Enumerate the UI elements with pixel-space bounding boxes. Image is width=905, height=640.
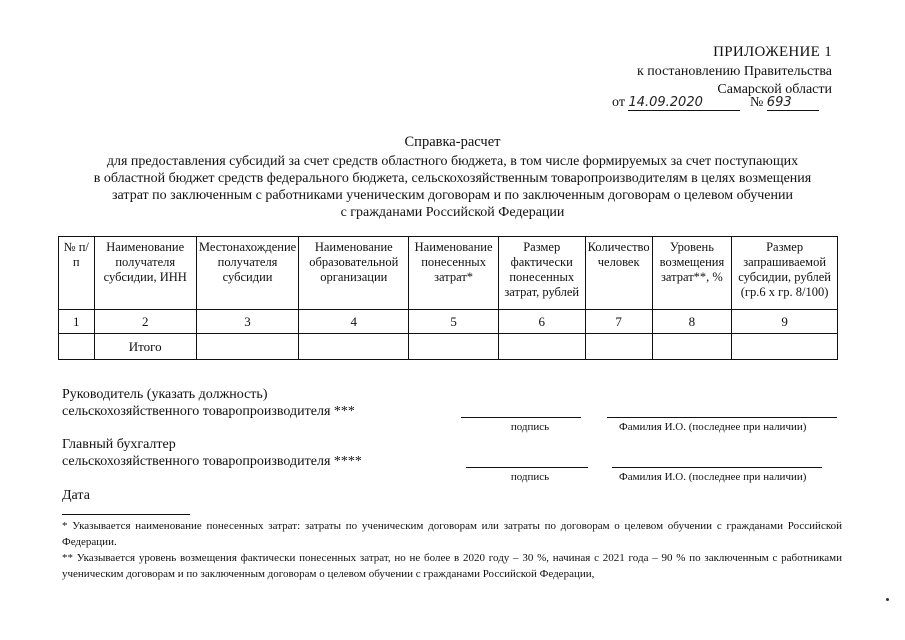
column-number: 5 <box>409 310 498 334</box>
column-number: 2 <box>94 310 196 334</box>
column-number: 3 <box>196 310 298 334</box>
heading-line-1: для предоставления субсидий за счет средств областного бюджета, в том числе формируемых за счет поступающих <box>106 154 799 169</box>
table-cell <box>732 334 838 360</box>
header-cell: Наименование понесенных затрат* <box>409 237 498 310</box>
decree-number: 693 <box>767 95 819 111</box>
document-title: Справка-расчет <box>404 134 501 150</box>
heading-line-2: в областной бюджет средств федерального бюджета, сельскохозяйственным товаропроизводителям в целях возмещения <box>93 171 812 186</box>
header-cell: Размер фактически понесенных затрат, рублей <box>498 237 585 310</box>
column-number: 6 <box>498 310 585 334</box>
total-label: Итого <box>94 334 196 360</box>
column-number-row <box>59 310 838 334</box>
date-prefix: от <box>612 95 625 110</box>
head-signature-line <box>461 417 581 418</box>
footnote-2: ** Указывается уровень возмещения фактически понесенных затрат, но не более в 2020 году – 30 %, начиная с 2021 года – 90 % по заключенным с работниками ученическим договорам и по заключенным договорам о целевом обучении с гражданами Российской Федерации, <box>62 552 842 580</box>
header-cell: Размер запрашиваемой субсидии, рублей (гр.6 х гр. 8/100) <box>732 237 838 310</box>
scan-dot <box>886 598 889 601</box>
column-number: 4 <box>299 310 409 334</box>
table-cell <box>585 334 652 360</box>
appendix-decree-line: к постановлению Правительства <box>636 64 832 79</box>
heading-line-4: с гражданами Российской Федерации <box>340 205 565 220</box>
accountant-signature-line <box>466 467 588 468</box>
header-cell: Местонахождение получателя субсидии <box>196 237 298 310</box>
appendix-region-line: Самарской области <box>717 82 832 97</box>
decree-date-number <box>612 95 838 117</box>
header-cell: № п/п <box>59 237 95 310</box>
date-label: Дата <box>62 488 90 503</box>
head-position-label: Руководитель (указать должность) <box>62 387 268 402</box>
table-cell <box>409 334 498 360</box>
header-cell: Количество человек <box>585 237 652 310</box>
total-row <box>59 334 838 360</box>
head-name-caption: Фамилия И.О. (последнее при наличии) <box>619 421 807 433</box>
head-name-line <box>607 417 837 418</box>
head-signature-caption: подпись <box>510 421 550 433</box>
decree-date: 14.09.2020 <box>628 95 740 111</box>
heading-line-3: затрат по заключенным с работниками ученическим договорам и по заключенным договорам о целевом обучении <box>112 188 793 203</box>
column-number: 8 <box>652 310 732 334</box>
header-cell: Уровень возмещения затрат**, % <box>652 237 732 310</box>
column-number: 9 <box>732 310 838 334</box>
table-cell <box>59 334 95 360</box>
footnote-separator <box>62 514 190 515</box>
accountant-name-line <box>612 467 822 468</box>
header-cell: Наименование образовательной организации <box>299 237 409 310</box>
column-number: 1 <box>59 310 95 334</box>
column-number: 7 <box>585 310 652 334</box>
accountant-name-caption: Фамилия И.О. (последнее при наличии) <box>619 471 807 483</box>
accountant-signature-caption: подпись <box>510 471 550 483</box>
table-cell <box>652 334 732 360</box>
accountant-producer-label: сельскохозяйственного товаропроизводителя **** <box>62 454 362 469</box>
footnote-1: * Указывается наименование понесенных затрат: затраты по ученическим договорам или затраты по договорам о целевом обучении с гражданами Российской Федерации. <box>62 520 842 548</box>
number-prefix: № <box>749 95 764 110</box>
table-cell <box>196 334 298 360</box>
appendix-title: ПРИЛОЖЕНИЕ 1 <box>713 44 832 60</box>
head-producer-label: сельскохозяйственного товаропроизводителя *** <box>62 404 355 419</box>
accountant-label: Главный бухгалтер <box>62 437 176 452</box>
header-cell: Наименование получателя субсидии, ИНН <box>94 237 196 310</box>
calculation-table <box>58 236 838 360</box>
table-header-row <box>59 237 838 310</box>
table-cell <box>299 334 409 360</box>
table-cell <box>498 334 585 360</box>
